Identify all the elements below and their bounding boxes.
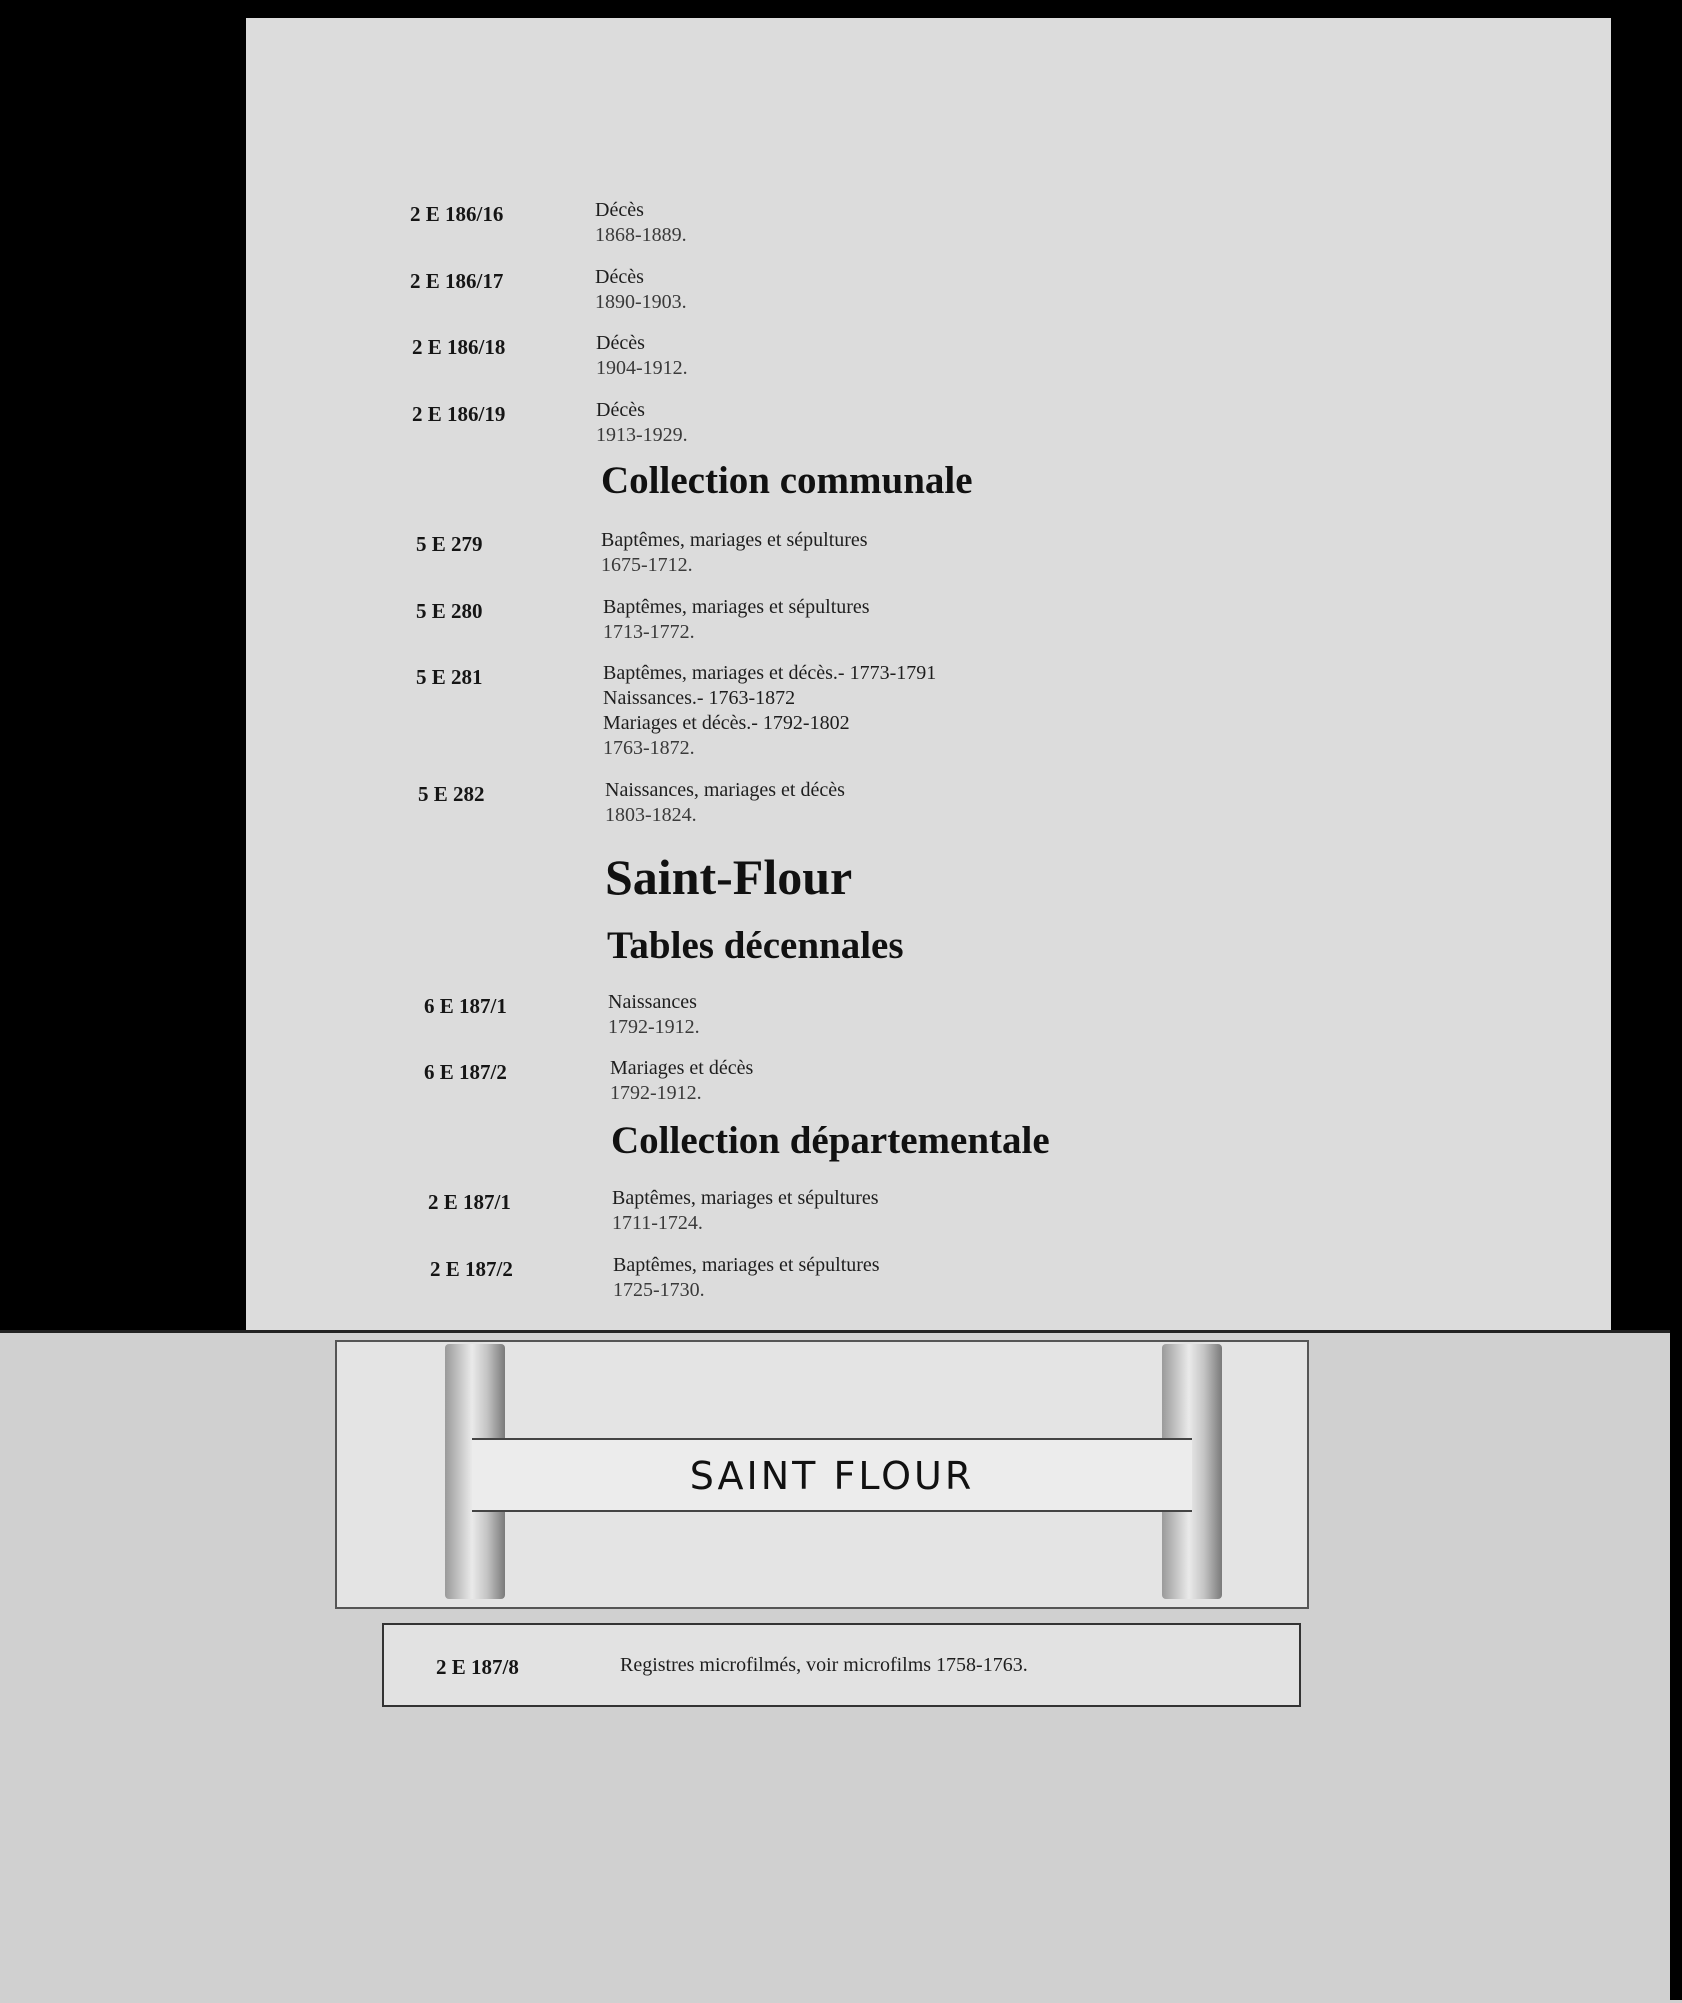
box-label-text: SAINT FLOUR: [689, 1454, 975, 1498]
archive-page: [246, 18, 1611, 1348]
entry-description: [601, 528, 868, 578]
entry-code: 6 E 187/2: [424, 1060, 507, 1084]
entry-description: [603, 661, 936, 761]
entry-dates: 1913-1929.: [596, 424, 688, 446]
entry-dates: 1792-1912.: [610, 1082, 702, 1104]
entry-line: Baptêmes, mariages et sépultures: [601, 529, 868, 551]
section-heading: Collection départementale: [611, 1119, 1050, 1162]
note-text: Registres microfilmés, voir microfilms 1758-1763.: [620, 1654, 1028, 1676]
entry-dates: 1763-1872.: [603, 737, 695, 759]
entry-dates: 1904-1912.: [596, 357, 688, 379]
entry-description: [610, 1056, 753, 1106]
note-code: 2 E 187/8: [436, 1655, 519, 1679]
entry-dates: 1711-1724.: [612, 1212, 703, 1234]
entry-code: 5 E 279: [416, 532, 483, 556]
entry-code: 5 E 281: [416, 665, 483, 689]
entry-code: 2 E 186/19: [412, 402, 506, 426]
section-heading: Tables décennales: [607, 924, 904, 967]
microfilm-note-row: [382, 1623, 1301, 1707]
entry-code: 2 E 186/16: [410, 202, 504, 226]
entry-description: [605, 778, 845, 828]
entry-line: Naissances: [608, 991, 697, 1013]
entry-line: Naissances, mariages et décès: [605, 779, 845, 801]
entry-line: Baptêmes, mariages et décès.- 1773-1791: [603, 662, 937, 684]
entry-dates: 1890-1903.: [595, 291, 687, 313]
entry-description: [603, 595, 870, 645]
entry-dates: 1713-1772.: [603, 621, 695, 643]
entry-line: Mariages et décès.- 1792-1802: [603, 712, 850, 734]
entry-description: [613, 1253, 880, 1303]
entry-dates: 1803-1824.: [605, 804, 697, 826]
section-heading: Collection communale: [601, 459, 973, 502]
entry-code: 5 E 282: [418, 782, 485, 806]
entry-line: Décès: [596, 332, 645, 354]
entry-line: Décès: [595, 266, 644, 288]
entry-line: Décès: [596, 399, 645, 421]
entry-description: [595, 265, 687, 315]
entry-description: [595, 198, 687, 248]
entry-code: 2 E 187/1: [428, 1190, 511, 1214]
entry-line: Décès: [595, 199, 644, 221]
entry-description: [612, 1186, 879, 1236]
entry-dates: 1675-1712.: [601, 554, 693, 576]
entry-dates: 1725-1730.: [613, 1279, 705, 1301]
entry-line: Baptêmes, mariages et sépultures: [613, 1254, 880, 1276]
box-edge-shadow: [1670, 1330, 1682, 2000]
section-heading: Saint-Flour: [605, 849, 853, 905]
entry-code: 2 E 187/2: [430, 1257, 513, 1281]
entry-dates: 1792-1912.: [608, 1016, 700, 1038]
box-label: [472, 1438, 1192, 1512]
entry-code: 2 E 186/18: [412, 335, 506, 359]
entry-code: 2 E 186/17: [410, 269, 504, 293]
entry-description: [596, 398, 688, 448]
entry-line: Baptêmes, mariages et sépultures: [612, 1187, 879, 1209]
entry-line: Mariages et décès: [610, 1057, 754, 1079]
entry-description: [608, 990, 700, 1040]
entry-code: 5 E 280: [416, 599, 483, 623]
entry-dates: 1868-1889.: [595, 224, 687, 246]
entry-line: Baptêmes, mariages et sépultures: [603, 596, 870, 618]
entry-line: Naissances.- 1763-1872: [603, 687, 796, 709]
entry-code: 6 E 187/1: [424, 994, 507, 1018]
entry-description: [596, 331, 688, 381]
